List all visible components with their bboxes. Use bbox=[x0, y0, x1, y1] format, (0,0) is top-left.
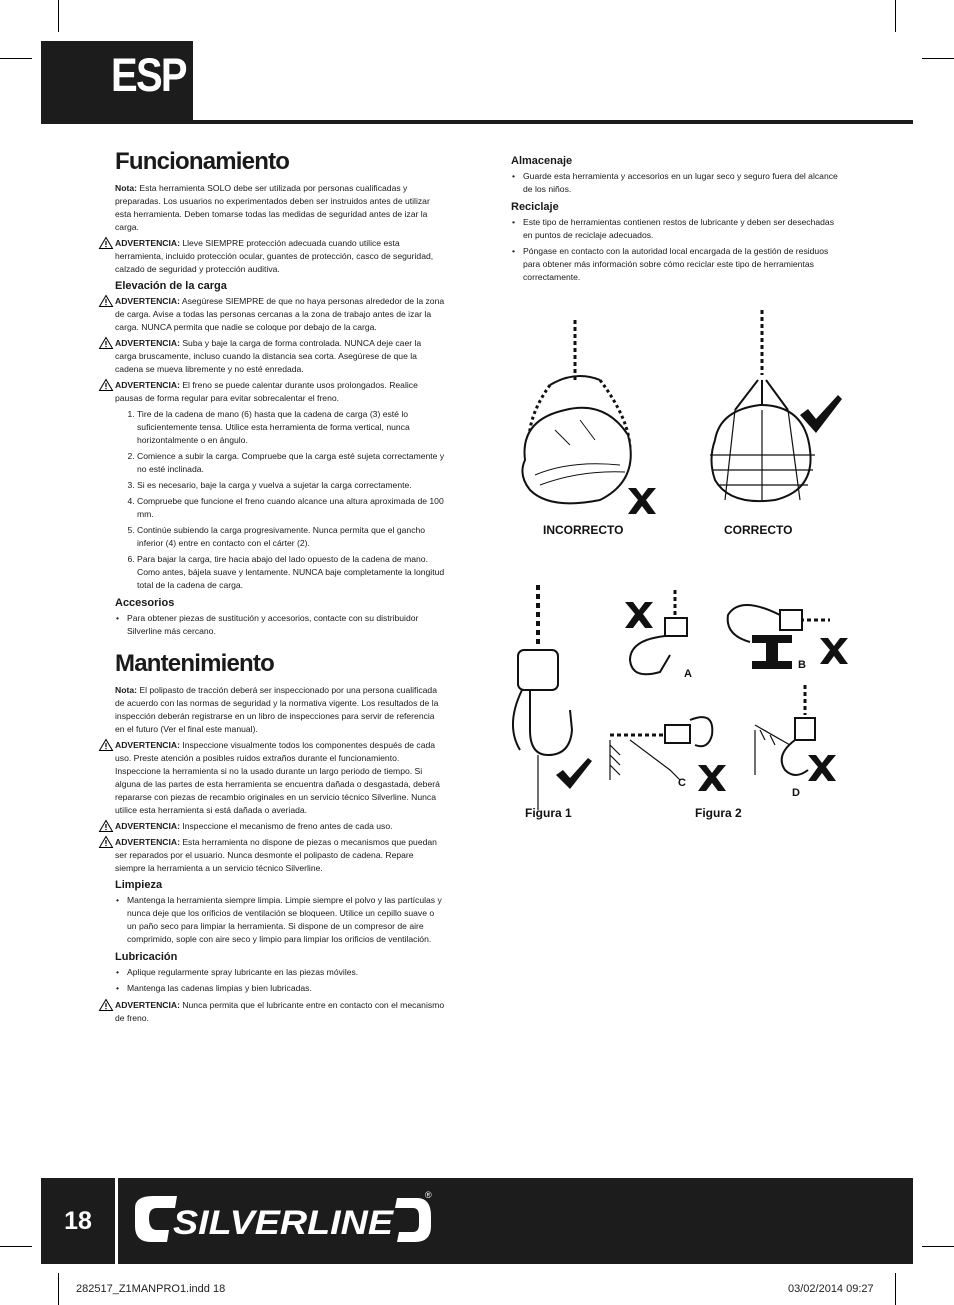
list-item: 5. Continúe subiendo la carga progresivamente. Nunca permita que el gancho inferior (4) entre en contacto con el cárter (2). bbox=[137, 524, 445, 550]
label-d: D bbox=[792, 787, 800, 799]
warning-label: ADVERTENCIA: bbox=[115, 296, 180, 306]
warning-text: Asegúrese SIEMPRE de que no haya personas alrededor de la zona de carga. Avise a todas las personas cercanas a la zona de trabajo antes de izar la carga. NUNCA permita que nadie se coloque por debajo de la carga. bbox=[115, 296, 445, 332]
subheading-lubricacion: Lubricación bbox=[115, 951, 178, 963]
warning-text: El freno se puede calentar durante usos prolongados. Realice pausas de forma regular para evitar sobrecalentar el freno. bbox=[115, 380, 418, 403]
language-code: ESP bbox=[111, 48, 186, 101]
list-item: 4. Compruebe que funcione el freno cuando alcance una altura aproximada de 100 mm. bbox=[137, 495, 445, 521]
incorrect-load-figure bbox=[522, 320, 630, 503]
section-title-funcionamiento: Funcionamiento bbox=[115, 148, 290, 175]
crop-mark bbox=[58, 0, 59, 32]
list-item: • Póngase en contacto con la autoridad local encargada de la gestión de residuos para obtener más información sobre cómo reciclar este tipo de herramientas correctamente. bbox=[523, 245, 841, 284]
correct-check-icon bbox=[800, 395, 842, 433]
registered-mark: ® bbox=[425, 1190, 432, 1200]
bullet-list bbox=[115, 966, 445, 995]
subheading-almacenaje: Almacenaje bbox=[511, 155, 573, 167]
file-slug: 282517_Z1MANPRO1.indd 18 bbox=[76, 1283, 226, 1295]
i-beam-icon bbox=[752, 635, 792, 669]
list-item: 1. Tire de la cadena de mano (6) hasta que la cadena de carga (3) esté lo suficientemente tensa. Utilice esta herramienta de forma vertical, nunca horizontalmente o en ángulo. bbox=[137, 408, 445, 447]
warning-icon bbox=[99, 295, 113, 307]
left-column bbox=[115, 148, 445, 1028]
warning-text: Inspeccione visualmente todos los componentes después de cada uso. Preste atención a posibles ruidos extraños durante el funcionamiento. Inspeccione la herramienta si no la usado durante un largo periodo de tiempo. Si alguna de las partes de esta herramienta se encuentra dañada o desgastada, deberá repararse con piezas de recambio originales en un servicio técnico Silverline. Nunca utilice esta herramienta si está dañada o averiada. bbox=[115, 740, 440, 815]
subheading-limpieza: Limpieza bbox=[115, 879, 163, 891]
figure-2b-x-icon bbox=[820, 638, 848, 664]
warning-block bbox=[115, 836, 445, 875]
crop-mark bbox=[895, 1273, 896, 1305]
subheading-reciclaje: Reciclaje bbox=[511, 201, 559, 213]
bullet-list bbox=[511, 216, 841, 284]
note-label: Nota: bbox=[115, 183, 137, 193]
warning-block bbox=[115, 739, 445, 817]
date-slug: 03/02/2014 09:27 bbox=[788, 1283, 874, 1295]
warning-icon bbox=[99, 999, 113, 1011]
bullet-list bbox=[115, 894, 445, 946]
list-item: • Aplique regularmente spray lubricante en las piezas móviles. bbox=[127, 966, 445, 979]
crop-mark bbox=[922, 1246, 954, 1247]
warning-icon bbox=[99, 836, 113, 848]
right-column bbox=[511, 151, 841, 288]
label-b: B bbox=[798, 659, 806, 671]
warning-icon bbox=[99, 739, 113, 751]
figure-2a-x-icon bbox=[625, 602, 653, 628]
warning-text: Esta herramienta no dispone de piezas o mecanismos que puedan ser reparados por el usuario. Nunca desmonte el polipasto de cadena. Repare siempre la herramienta a un servicio técnico Silverline. bbox=[115, 837, 437, 873]
footer-bar bbox=[41, 1178, 913, 1264]
crop-mark bbox=[922, 58, 954, 59]
bullet-list bbox=[115, 612, 445, 638]
note-paragraph bbox=[115, 182, 445, 234]
label-incorrecto: INCORRECTO bbox=[543, 523, 624, 537]
label-correcto: CORRECTO bbox=[724, 523, 793, 537]
figure-1-check-icon bbox=[556, 758, 592, 789]
label-a: A bbox=[684, 668, 692, 680]
list-item: • Este tipo de herramientas contienen restos de lubricante y deben ser desechadas en puntos de reciclaje adecuados. bbox=[523, 216, 841, 242]
note-text: El polipasto de tracción deberá ser inspeccionado por una persona cualificada de acuerdo con las normas de seguridad y la normativa vigente. Los resultados de la inspección deberán registrarse en un libro de inspecciones para servir de referencia en el futuro (Ver el final este manual). bbox=[115, 685, 439, 734]
note-text: Esta herramienta SOLO debe ser utilizada por personas cualificadas y preparadas. Los usuarios no experimentados deben ser instruidos antes de utilizar esta herramienta. Deben tomarse todas las medidas de seguridad antes de izar la carga. bbox=[115, 183, 430, 232]
subheading-accesorios: Accesorios bbox=[115, 597, 175, 609]
warning-label: ADVERTENCIA: bbox=[115, 380, 180, 390]
correct-load-figure bbox=[710, 310, 815, 501]
label-figura-2: Figura 2 bbox=[695, 806, 742, 820]
warning-label: ADVERTENCIA: bbox=[115, 238, 180, 248]
warning-block bbox=[115, 295, 445, 334]
warning-text: Lleve SIEMPRE protección adecuada cuando utilice esta herramienta, incluido protección ocular, guantes de protección, casco de seguridad, calzado de seguridad y protección auditiva. bbox=[115, 238, 434, 274]
warning-icon bbox=[99, 237, 113, 249]
warning-label: ADVERTENCIA: bbox=[115, 821, 180, 831]
figure-2a-hook bbox=[630, 590, 687, 674]
warning-icon bbox=[99, 820, 113, 832]
note-label: Nota: bbox=[115, 685, 137, 695]
warning-block bbox=[115, 237, 445, 276]
label-c: C bbox=[678, 777, 686, 789]
list-item: • Guarde esta herramienta y accesorios en un lugar seco y seguro fuera del alcance de los niños. bbox=[523, 170, 841, 196]
subheading-elevacion: Elevación de la carga bbox=[115, 280, 227, 292]
warning-text: Suba y baje la carga de forma controlada. NUNCA deje caer la carga bruscamente, incluso cuando la distancia sea corta. Asegúrese de que la cadena se mueva libremente y no esté enredada. bbox=[115, 338, 422, 374]
hook-illustrations bbox=[500, 580, 860, 825]
silverline-logo bbox=[135, 1186, 435, 1256]
warning-icon bbox=[99, 337, 113, 349]
warning-text: Nunca permita que el lubricante entre en contacto con el mecanismo de freno. bbox=[115, 1000, 445, 1023]
brand-text: SILVERLINE bbox=[173, 1204, 395, 1242]
steps-list bbox=[115, 408, 445, 592]
incorrect-x-icon bbox=[628, 488, 656, 514]
crop-mark bbox=[58, 1273, 59, 1305]
section-title-mantenimiento: Mantenimiento bbox=[115, 650, 274, 677]
list-item: • Para obtener piezas de sustitución y accesorios, contacte con su distribuidor Silverline más cercano. bbox=[127, 612, 445, 638]
warning-label: ADVERTENCIA: bbox=[115, 1000, 180, 1010]
bullet-list bbox=[511, 170, 841, 196]
list-item: 6. Para bajar la carga, tire hacia abajo del lado opuesto de la cadena de mano. Como antes, bájela suave y lentamente. NUNCA baje completamente la longitud total de la cadena de carga. bbox=[137, 553, 445, 592]
warning-icon bbox=[99, 379, 113, 391]
warning-block bbox=[115, 999, 445, 1025]
warning-label: ADVERTENCIA: bbox=[115, 837, 180, 847]
header-rule bbox=[41, 120, 913, 124]
page-number: 18 bbox=[64, 1206, 92, 1235]
warning-label: ADVERTENCIA: bbox=[115, 740, 180, 750]
list-item: 2. Comience a subir la carga. Compruebe que la carga esté sujeta correctamente y no esté inclinada. bbox=[137, 450, 445, 476]
load-sling-illustration bbox=[510, 300, 870, 537]
language-tab bbox=[41, 41, 193, 123]
warning-text: Inspeccione el mecanismo de freno antes de cada uso. bbox=[179, 821, 393, 831]
footer-divider bbox=[115, 1178, 118, 1264]
figure-2c-x-icon bbox=[698, 765, 726, 791]
crop-mark bbox=[0, 58, 32, 59]
crop-mark bbox=[895, 0, 896, 32]
note-paragraph bbox=[115, 684, 445, 736]
figure-2c-hook bbox=[610, 717, 712, 780]
warning-label: ADVERTENCIA: bbox=[115, 338, 180, 348]
figure-2d-x-icon bbox=[808, 755, 836, 781]
list-item: • Mantenga la herramienta siempre limpia. Limpie siempre el polvo y las partículas y nunca deje que los orificios de ventilación se bloqueen. Utilice un cepillo suave o un paño seco para limpiar la herramienta. Si dispone de un compresor de aire comprimido, sople con aire seco y limpio para limpiar los orificios de ventilación. bbox=[127, 894, 445, 946]
list-item: • Mantenga las cadenas limpias y bien lubricadas. bbox=[127, 982, 445, 995]
list-item: 3. Si es necesario, baje la carga y vuelva a sujetar la carga correctamente. bbox=[137, 479, 445, 492]
figure-2d-hook bbox=[755, 685, 815, 775]
warning-block bbox=[115, 379, 445, 405]
crop-mark bbox=[0, 1246, 32, 1247]
warning-block bbox=[115, 820, 445, 833]
label-figura-1: Figura 1 bbox=[525, 806, 572, 820]
warning-block bbox=[115, 337, 445, 376]
